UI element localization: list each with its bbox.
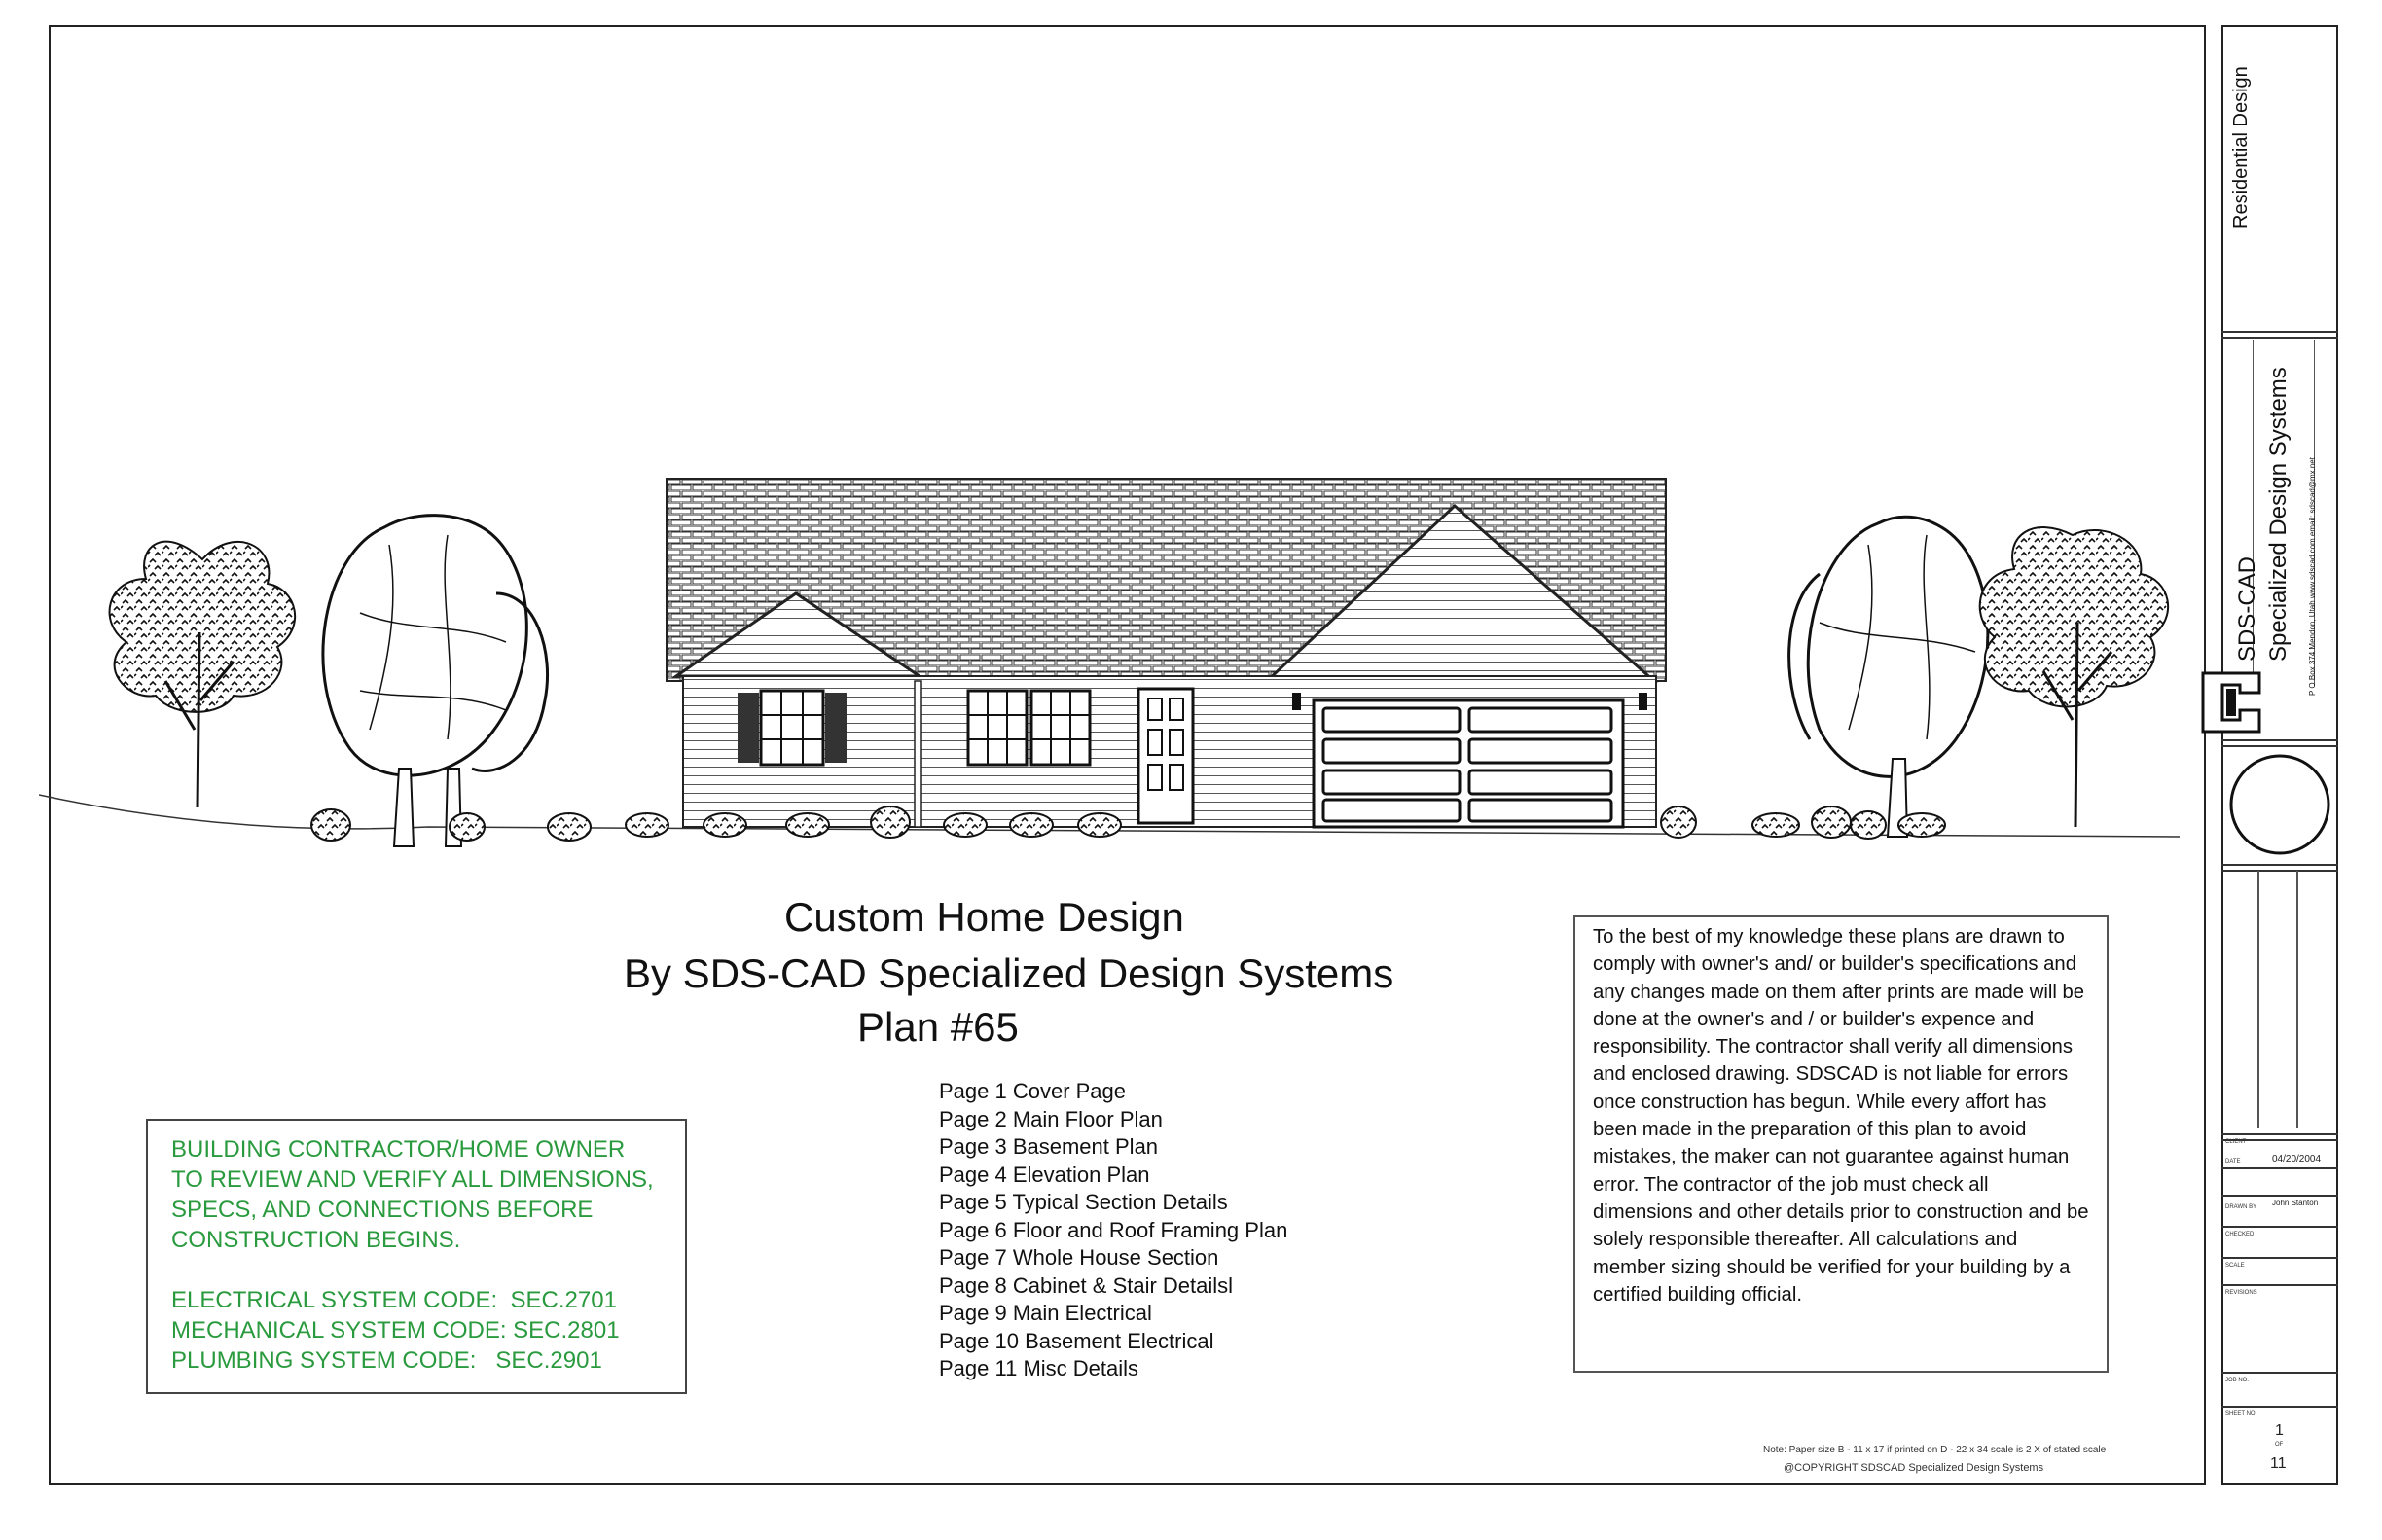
title-block-rule: [2221, 1257, 2338, 1259]
sheet-total-value: 11: [2270, 1455, 2287, 1472]
sheet-of-label: OF: [2275, 1442, 2284, 1448]
title-block-divider: [2221, 739, 2338, 747]
sheet-number-value: 1: [2275, 1422, 2284, 1439]
sheet-index-item: Page 3 Basement Plan: [939, 1134, 1159, 1159]
paper-size-note: Note: Paper size B - 11 x 17 if printed on D - 22 x 34 scale is 2 X of stated scale: [1763, 1445, 2107, 1455]
date-value: 04/20/2004: [2272, 1154, 2322, 1164]
sdscad-logo-icon: [2201, 671, 2279, 739]
company-title: By SDS-CAD Specialized Design Systems: [624, 950, 1394, 996]
title-block-rule: [2221, 1167, 2338, 1169]
title-block-rule: [2221, 1406, 2338, 1408]
job-number-label: JOB NO.: [2225, 1378, 2250, 1383]
notice-line: SPECS, AND CONNECTIONS BEFORE: [171, 1197, 594, 1223]
drawn-by-label: DRAWN BY: [2225, 1204, 2257, 1210]
sheet-index-item: Page 7 Whole House Section: [939, 1245, 1219, 1270]
house-elevation-drawing: [39, 409, 2219, 866]
sheet-index-item: Page 4 Elevation Plan: [939, 1162, 1150, 1187]
sheet-index-item: Page 8 Cabinet & Stair Detailsl: [939, 1272, 1234, 1298]
sheet-index-item: Page 9 Main Electrical: [939, 1301, 1152, 1325]
title-block-rule: [2257, 871, 2259, 1128]
title-block-rule: [2296, 871, 2298, 1128]
sheet-index: [939, 1078, 1287, 1383]
plumbing-code: PLUMBING SYSTEM CODE: SEC.2901: [171, 1347, 602, 1374]
revisions-label: REVISIONS: [2225, 1290, 2257, 1296]
sheet-number-label: SHEET NO.: [2225, 1411, 2257, 1416]
company-short-name: SDS-CAD: [2234, 555, 2260, 662]
title-block-divider: [2221, 864, 2338, 872]
copyright-note: @COPYRIGHT SDSCAD Specialized Design Systems: [1784, 1462, 2044, 1474]
title-block-divider: [2221, 331, 2338, 339]
title-block-rule: [2221, 1372, 2338, 1374]
sheet-index-item: Page 1 Cover Page: [939, 1079, 1127, 1103]
sheet-index-item: Page 11 Misc Details: [939, 1356, 1139, 1380]
title-block-rule: [2221, 1226, 2338, 1228]
design-title: Custom Home Design: [784, 894, 1184, 940]
sheet-index-item: Page 2 Main Floor Plan: [939, 1106, 1163, 1131]
notice-line: CONSTRUCTION BEGINS.: [171, 1227, 461, 1253]
checked-label: CHECKED: [2225, 1232, 2255, 1237]
project-type: Residential Design: [2230, 66, 2252, 229]
notice-line: TO REVIEW AND VERIFY ALL DIMENSIONS,: [171, 1166, 654, 1193]
date-label: DATE: [2225, 1159, 2241, 1164]
mechanical-code: MECHANICAL SYSTEM CODE: SEC.2801: [171, 1317, 620, 1343]
plan-number: Plan #65: [857, 1004, 1019, 1050]
contractor-notice-box: [146, 1119, 687, 1394]
drawn-by-value: John Stanton: [2272, 1199, 2319, 1207]
company-address: P O Box 374 Mendon, Utah www.sdscad.com email: sdscad@mx.net: [2308, 457, 2317, 696]
sheet-index-item: Page 6 Floor and Roof Framing Plan: [939, 1217, 1288, 1242]
disclaimer-text: To the best of my knowledge these plans are drawn to comply with owner's and/ or builder's specifications and any changes made on them after prints are made will be done at the owner's and / or builder's expence and responsibility. The contractor shall verify all dimensions and enclosed drawing. SDSCAD is not liable for errors once construction has begun. While every affort has been made in the preparation of this plan to avoid mistakes, the maker can not guarantee against human error. The contractor of the job must check all dimensions and other details prior to construction and be solely responsible thereafter. All calculations and member sizing should be verified for your building by a certified building official.: [1593, 926, 2089, 1306]
scale-label: SCALE: [2225, 1263, 2245, 1269]
title-block-rule: [2221, 1284, 2338, 1286]
sheet-index-item: Page 5 Typical Section Details: [939, 1190, 1228, 1214]
seal-circle-icon: [2223, 754, 2336, 856]
company-full-name: Specialized Design Systems: [2265, 367, 2292, 662]
title-block-rule: [2221, 1195, 2338, 1197]
electrical-code: ELECTRICAL SYSTEM CODE: SEC.2701: [171, 1287, 617, 1313]
disclaimer-box: [1573, 915, 2109, 1373]
notice-spacer: [171, 1255, 662, 1285]
notice-line: BUILDING CONTRACTOR/HOME OWNER: [171, 1136, 626, 1163]
sheet-index-item: Page 10 Basement Electrical: [939, 1328, 1214, 1353]
client-label: CLIENT: [2225, 1139, 2247, 1145]
